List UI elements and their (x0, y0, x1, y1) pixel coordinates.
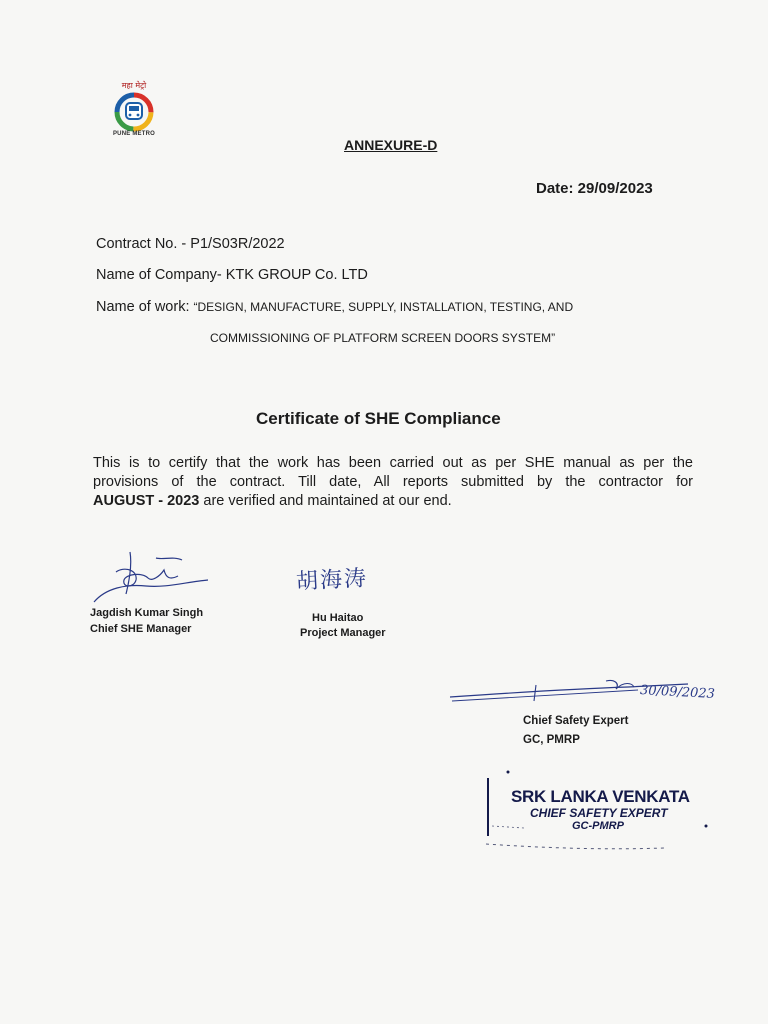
work-label: Name of work: (96, 299, 194, 315)
work-description-2: COMMISSIONING OF PLATFORM SCREEN DOORS SYSTEM” (210, 331, 556, 345)
contract-number: Contract No. - P1/S03R/2022 (96, 236, 285, 252)
document-date: Date: 29/09/2023 (536, 180, 653, 197)
stamp-name: SRK LANKA VENKATA (511, 787, 690, 806)
stamp-org: GC-PMRP (572, 820, 624, 832)
paragraph-line-1: This is to certify that the work has been carried out as per SHE manual as per the (93, 455, 693, 471)
paragraph-line-3-rest: are verified and maintained at our end. (199, 493, 452, 509)
work-description-1: “DESIGN, MANUFACTURE, SUPPLY, INSTALLATION, TESTING, AND (193, 300, 574, 314)
certificate-paragraph (93, 454, 693, 511)
pune-metro-logo (104, 80, 164, 150)
certificate-title: Certificate of SHE Compliance (256, 409, 501, 428)
signature-hu-haitao: 胡海涛 (295, 566, 369, 595)
signatory-3-role: Chief Safety Expert (523, 715, 629, 727)
signatory-2-role: Project Manager (300, 627, 386, 639)
work-name-line-1 (96, 299, 573, 315)
annexure-heading: ANNEXURE-D (344, 137, 438, 153)
signatory-1-role: Chief SHE Manager (90, 623, 192, 635)
signatory-1-name: Jagdish Kumar Singh (90, 607, 204, 619)
paragraph-line-2: provisions of the contract. Till date, All reports submitted by the contractor for (93, 474, 693, 490)
reporting-period: AUGUST - 2023 (93, 493, 200, 509)
logo-caption: PUNE METRO (112, 131, 155, 137)
signatory-3-org: GC, PMRP (523, 734, 580, 746)
signature-jagdish-kumar-singh (86, 548, 216, 606)
company-name: Name of Company- KTK GROUP Co. LTD (96, 267, 368, 283)
stamp-title: CHIEF SAFETY EXPERT (530, 806, 668, 820)
paragraph-line-3 (93, 492, 693, 511)
signatory-2-name: Hu Haitao (312, 612, 364, 624)
logo-top-text: महा मेट्रो (121, 81, 147, 90)
handwritten-date: 30/09/2023 (639, 683, 716, 702)
